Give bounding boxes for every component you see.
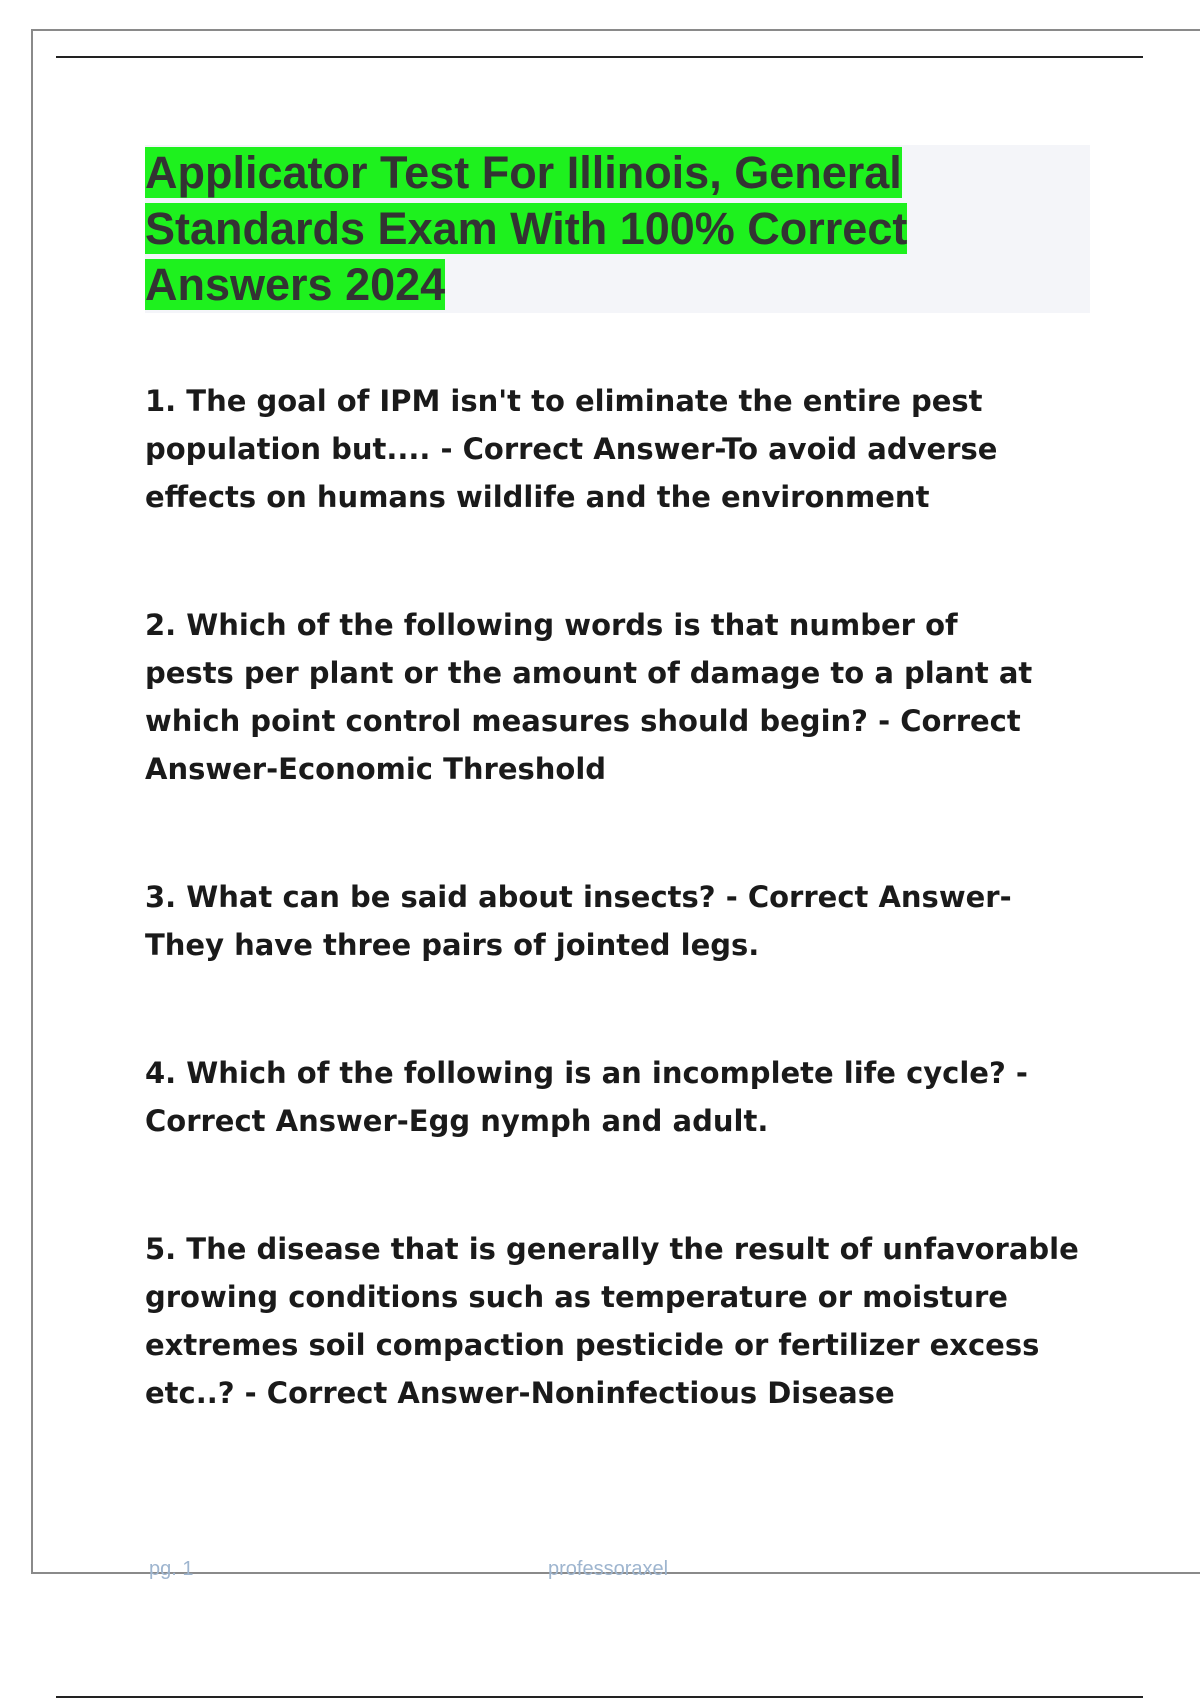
question-list: [145, 377, 1095, 1417]
document-title: [145, 145, 990, 313]
question-1: 1. The goal of IPM isn't to eliminate the entire pest population but.... - Correct Answer-To avoid adverse effects on humans wildlife and the environment: [145, 384, 998, 514]
title-line-3: Answers 2024: [145, 259, 446, 310]
question-2: 2. Which of the following words is that number of pests per plant or the amount of damage to a plant at which point control measures should begin? - Correct Answer-Economic Threshold: [145, 608, 1033, 786]
bottom-divider: [56, 1696, 1143, 1698]
question-5: 5. The disease that is generally the result of unfavorable growing conditions such as temperature or moisture extremes soil compaction pesticide or fertilizer excess etc..? - Correct Answer-Noninfectious Disease: [145, 1232, 1079, 1410]
top-divider: [56, 56, 1143, 58]
title-block: [145, 145, 1090, 313]
title-line-2: Standards Exam With 100% Correct: [145, 203, 908, 254]
question-3: 3. What can be said about insects? - Correct Answer-They have three pairs of jointed legs.: [145, 880, 1012, 962]
footer-page-number: pg. 1: [149, 1558, 194, 1580]
question-4: 4. Which of the following is an incomplete life cycle? - Correct Answer-Egg nymph and adult.: [145, 1056, 1028, 1138]
title-line-1: Applicator Test For Illinois, General: [145, 147, 902, 198]
footer-author: professoraxel: [548, 1558, 669, 1580]
